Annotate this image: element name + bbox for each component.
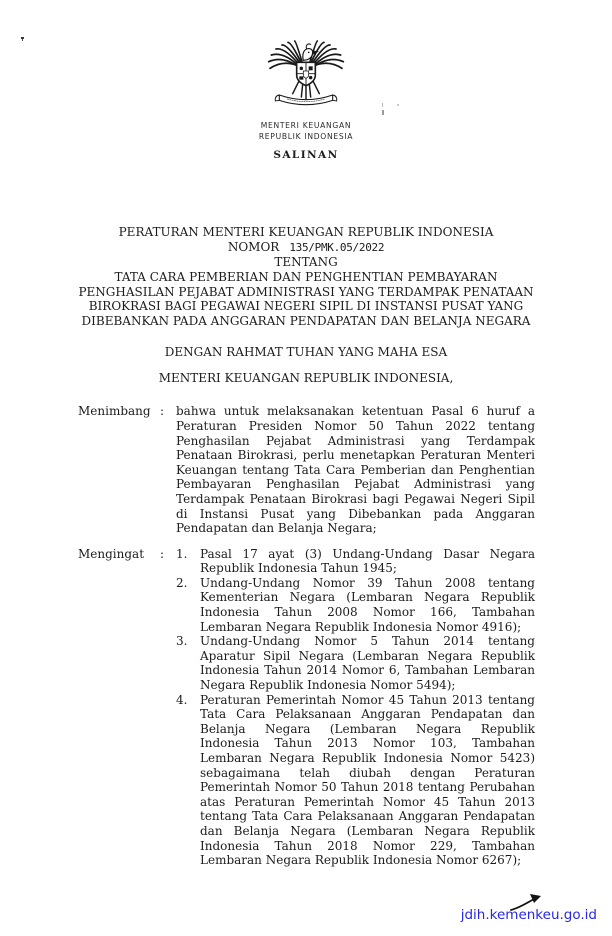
mengingat-item-3 bbox=[176, 634, 535, 692]
regulation-subject-line-4: DIBEBANKAN PADA ANGGARAN PENDAPATAN DAN BELANJA NEGARA bbox=[81, 313, 531, 328]
regulation-number-line bbox=[0, 240, 612, 256]
regulation-number-label: NOMOR bbox=[227, 239, 280, 254]
tentang-label: TENTANG bbox=[274, 255, 338, 270]
item-text: Pasal 17 ayat (3) Undang-Undang Dasar Negara Republik Indonesia Tahun 1945; bbox=[200, 546, 535, 576]
regulation-subject-line-2: PENGHASILAN PEJABAT ADMINISTRASI YANG TERDAMPAK PENATAAN bbox=[78, 284, 534, 299]
jdih-footer-link[interactable]: jdih.kemenkeu.go.id bbox=[460, 907, 597, 923]
garuda-pancasila-emblem bbox=[266, 38, 346, 112]
scan-artifact bbox=[382, 103, 383, 107]
preamble-clauses bbox=[0, 404, 612, 867]
mengingat-list bbox=[176, 547, 535, 868]
scan-artifact bbox=[382, 110, 384, 115]
menimbang-text: bahwa untuk melaksanakan ketentuan Pasal 6 huruf a Peraturan Presiden Nomor 50 Tahun 2022 tentang Penghasilan Pejabat Administrasi yang Terdampak Penataan Birokrasi, perlu menetapkan Peraturan Menteri Keuangan tentang Tata Cara Pemberian dan Penghentian Pembayaran Penghasilan Pejabat Administrasi yang Terdampak Penataan Birokrasi bagi Pegawai Negeri Sipil di Instansi Pusat yang Dibebankan pada Anggaran Pendapatan dan Belanja Negara; bbox=[176, 404, 535, 536]
cursor-arrow-icon bbox=[510, 893, 542, 913]
item-text: Undang-Undang Nomor 5 Tahun 2014 tentang Aparatur Sipil Negara (Lembaran Negara Republik Indonesia Tahun 2014 Nomor 6, Tambahan Lembaran Negara Republik Indonesia Nomor 5494); bbox=[200, 634, 535, 693]
menimbang-colon: : bbox=[160, 404, 165, 419]
document-header bbox=[0, 0, 612, 161]
regulation-subject-line-3: BIROKRASI BAGI PEGAWAI NEGERI SIPIL DI INSTANSI PUSAT YANG bbox=[88, 299, 524, 314]
mengingat-item-1 bbox=[176, 547, 535, 576]
salinan-stamp: SALINAN bbox=[273, 149, 339, 162]
item-number: 2. bbox=[176, 575, 188, 590]
regulation-title-block bbox=[0, 225, 612, 328]
item-text: Peraturan Pemerintah Nomor 45 Tahun 2013 tentang Tata Cara Pelaksanaan Anggaran Pendapatan dan Belanja Negara (Lembaran Negara Republik Indonesia Tahun 2013 Nomor 103, Tambahan Lembaran Negara Republik Indonesia Nomor 5423) sebagaimana telah diubah dengan Peraturan Pemerintah Nomor 50 Tahun 2018 tentang Perubahan atas Peraturan Pemerintah Nomor 45 Tahun 2013 tentang Tata Cara Pelaksanaan Anggaran Pendapatan dan Belanja Negara (Lembaran Negara Republik Indonesia Tahun 2018 Nomor 229, Tambahan Lembaran Negara Republik Indonesia Nomor 6267); bbox=[200, 692, 535, 868]
ministry-name-line2: REPUBLIK INDONESIA bbox=[258, 131, 354, 141]
mengingat-colon: : bbox=[160, 546, 165, 561]
regulation-title: PERATURAN MENTERI KEUANGAN REPUBLIK INDONESIA bbox=[118, 225, 494, 240]
item-number: 1. bbox=[176, 546, 188, 561]
mengingat-item-4 bbox=[176, 693, 535, 868]
issuer-line: MENTERI KEUANGAN REPUBLIK INDONESIA, bbox=[158, 371, 454, 386]
menimbang-label: Menimbang bbox=[78, 404, 151, 419]
item-number: 3. bbox=[176, 634, 188, 649]
invocation-line: DENGAN RAHMAT TUHAN YANG MAHA ESA bbox=[164, 345, 448, 360]
ministry-name-line1: MENTERI KEUANGAN bbox=[260, 121, 352, 130]
regulation-number-value: 135/PMK.05/2022 bbox=[289, 240, 385, 254]
mengingat-clause bbox=[78, 547, 535, 868]
menimbang-clause bbox=[78, 404, 535, 535]
mengingat-item-2 bbox=[176, 576, 535, 634]
regulation-subject-line-1: TATA CARA PEMBERIAN DAN PENGHENTIAN PEMBAYARAN bbox=[114, 269, 498, 284]
item-number: 4. bbox=[176, 692, 188, 707]
scan-artifact bbox=[397, 104, 399, 106]
scan-artifact bbox=[21, 37, 24, 39]
item-text: Undang-Undang Nomor 39 Tahun 2008 tentang Kementerian Negara (Lembaran Negara Republik Indonesia Tahun 2008 Nomor 166, Tambahan Lembaran Negara Republik Indonesia Nomor 4916); bbox=[200, 575, 535, 634]
mengingat-label: Mengingat bbox=[78, 546, 145, 561]
